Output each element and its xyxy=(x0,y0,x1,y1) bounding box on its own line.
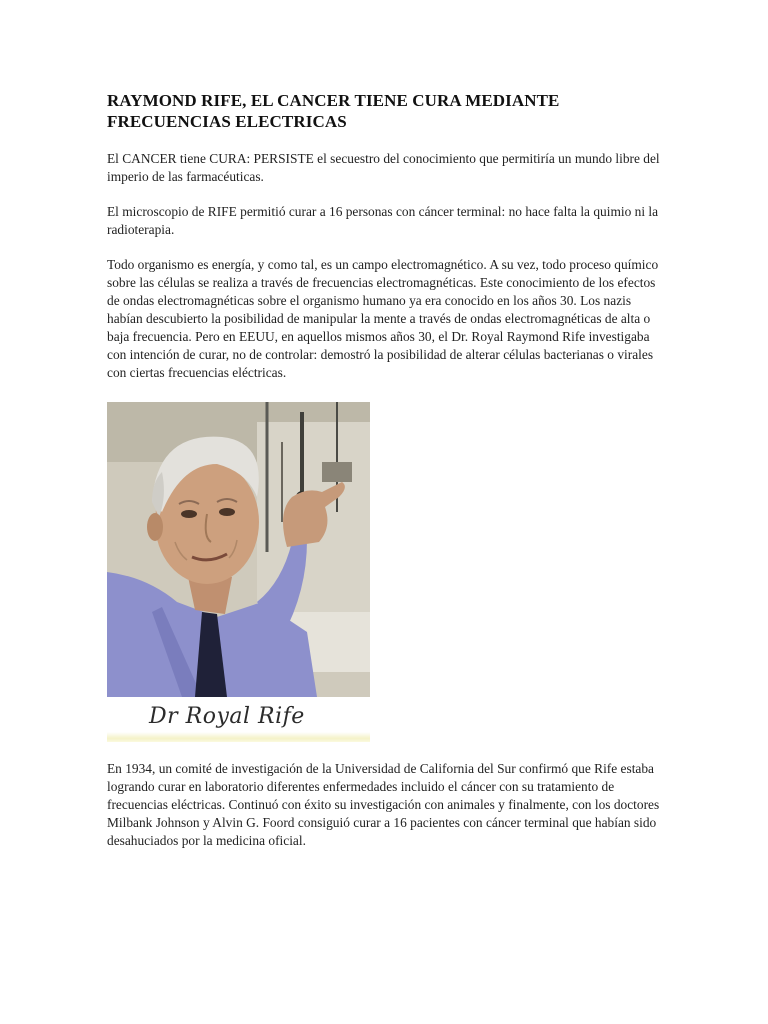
portrait-figure xyxy=(107,402,370,742)
paragraph-1934: En 1934, un comité de investigación de la Universidad de California del Sur confirmó que Rife estaba logrando curar en laboratorio diferentes enfermedades incluido el cáncer con su tratamiento de frecuencias eléctricas. Continuó con éxito su investigación con animales y finalmente, con los doctores Milbank Johnson y Alvin G. Foord consiguió curar a 16 pacientes con cáncer terminal que habían sido desahuciados por la medicina oficial. xyxy=(107,761,660,848)
document-title: RAYMOND RIFE, EL CANCER TIENE CURA MEDIANTE FRECUENCIAS ELECTRICAS xyxy=(107,91,560,131)
portrait-photo xyxy=(107,402,370,697)
paragraph-intro: El CANCER tiene CURA: PERSISTE el secuestro del conocimiento que permitiría un mundo libre del imperio de las farmacéuticas. xyxy=(107,151,660,184)
document-page xyxy=(107,90,667,867)
paragraph-energy: Todo organismo es energía, y como tal, es un campo electromagnético. A su vez, todo proceso químico sobre las células se realiza a través de frecuencias electromagnéticas. Este conocimiento de los efectos de ondas electromagnéticas sobre el organismo humano ya era conocido en los años 30. Los nazis habían descubierto la posibilidad de manipular la mente a través de ondas electromagnéticas de alta o baja frecuencia. Pero en EEUU, en aquellos mismos años 30, el Dr. Royal Raymond Rife investigaba con intención de curar, no de controlar: demostró la posibilidad de alterar células bacterianas o virales con ciertas frecuencias eléctricas. xyxy=(107,257,659,380)
portrait-caption: Dr Royal Rife xyxy=(149,704,305,729)
paragraph-microscope: El microscopio de RIFE permitió curar a 16 personas con cáncer terminal: no hace falta la quimio ni la radioterapia. xyxy=(107,204,659,237)
